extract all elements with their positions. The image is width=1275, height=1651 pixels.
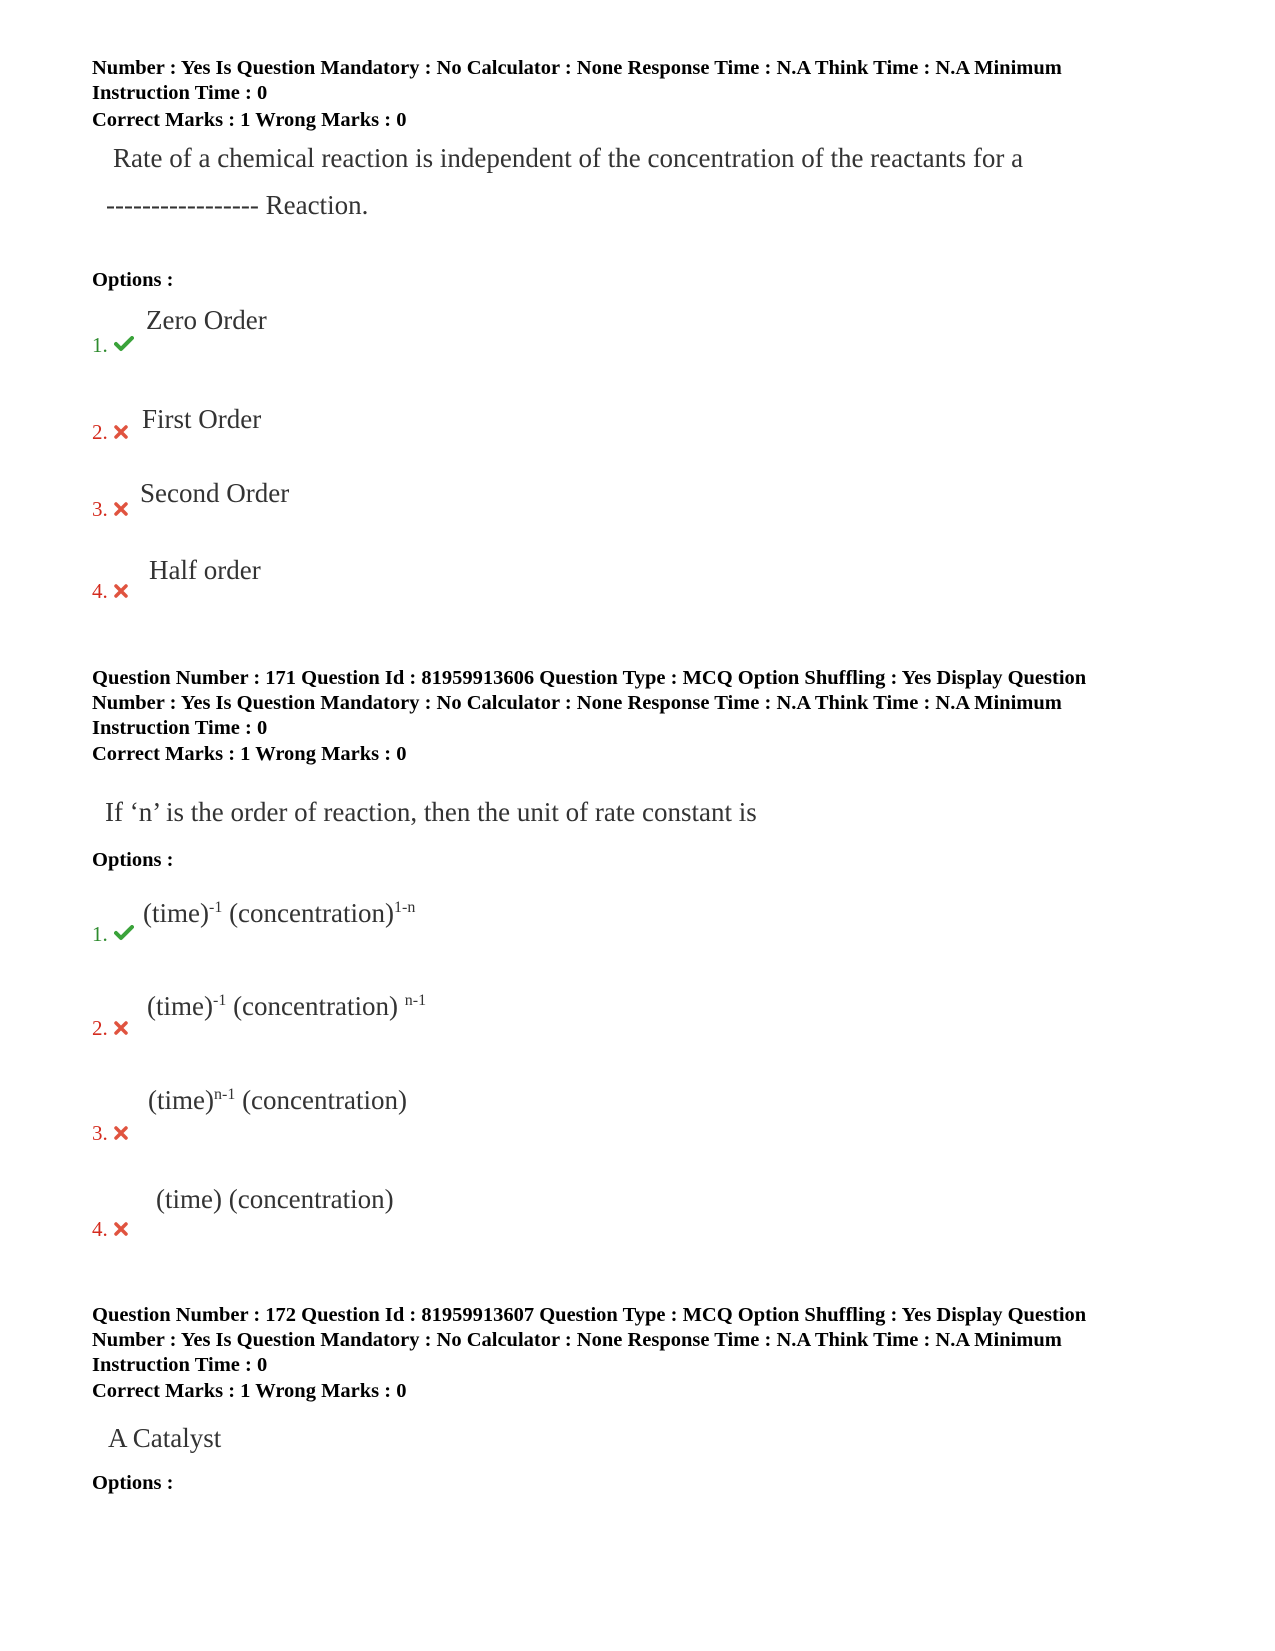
option-number: 2.: [92, 420, 128, 445]
options-label: Options :: [92, 269, 174, 291]
cross-icon: [114, 579, 128, 604]
check-icon: [114, 922, 134, 947]
options-label: Options :: [92, 1472, 174, 1494]
option-text: Half order: [149, 555, 261, 585]
marks-line: Correct Marks : 1 Wrong Marks : 0: [92, 743, 407, 765]
question-text: Rate of a chemical reaction is independent of the concentration of the reactants for a: [113, 143, 1024, 173]
meta-line: Question Number : 172 Question Id : 81959913607 Question Type : MCQ Option Shuffling : Yes Display Question: [92, 1304, 1087, 1326]
option-number: 1.: [92, 922, 134, 947]
marks-line: Correct Marks : 1 Wrong Marks : 0: [92, 1380, 407, 1402]
option-number: 4.: [92, 579, 128, 604]
question-meta: [92, 1303, 1202, 1378]
meta-line: Instruction Time : 0: [92, 1354, 268, 1376]
option-formula: (time)$^{-1}$ (concentration) $^{n-1}$: [147, 991, 427, 1021]
option-text: First Order: [142, 404, 262, 434]
question-meta: [92, 56, 1202, 106]
meta-line: Instruction Time : 0: [92, 717, 268, 739]
meta-line: Instruction Time : 0: [92, 82, 268, 104]
option-text: Second Order: [140, 478, 290, 508]
meta-line: Number : Yes Is Question Mandatory : No Calculator : None Response Time : N.A Think Time : N.A Minimum: [92, 1329, 1062, 1351]
cross-icon: [114, 1217, 128, 1242]
option-number: 2.: [92, 1016, 128, 1041]
option-formula: (time)$^{n-1}$ (concentration): [148, 1085, 407, 1115]
question-text: A Catalyst: [108, 1423, 222, 1453]
check-icon: [114, 333, 134, 358]
cross-icon: [114, 1016, 128, 1041]
option-number: 3.: [92, 497, 128, 522]
meta-line: Number : Yes Is Question Mandatory : No Calculator : None Response Time : N.A Think Time : N.A Minimum: [92, 692, 1062, 714]
cross-icon: [114, 1121, 128, 1146]
option-number: 3.: [92, 1121, 128, 1146]
option-formula: (time) (concentration): [156, 1184, 394, 1214]
options-label: Options :: [92, 849, 174, 871]
marks-line: Correct Marks : 1 Wrong Marks : 0: [92, 109, 407, 131]
option-number: 1.: [92, 333, 134, 358]
cross-icon: [114, 420, 128, 445]
question-text: ----------------- Reaction.: [106, 190, 369, 220]
option-formula: (time)$^{-1}$ (concentration)$^{1-n}$: [143, 898, 416, 928]
meta-line: Number : Yes Is Question Mandatory : No Calculator : None Response Time : N.A Think Time : N.A Minimum: [92, 57, 1062, 79]
option-text: Zero Order: [146, 305, 267, 335]
question-text: If ‘n’ is the order of reaction, then the unit of rate constant is: [105, 797, 757, 827]
meta-line: Question Number : 171 Question Id : 81959913606 Question Type : MCQ Option Shuffling : Yes Display Question: [92, 667, 1087, 689]
cross-icon: [114, 497, 128, 522]
option-number: 4.: [92, 1217, 128, 1242]
question-meta: [92, 666, 1202, 741]
